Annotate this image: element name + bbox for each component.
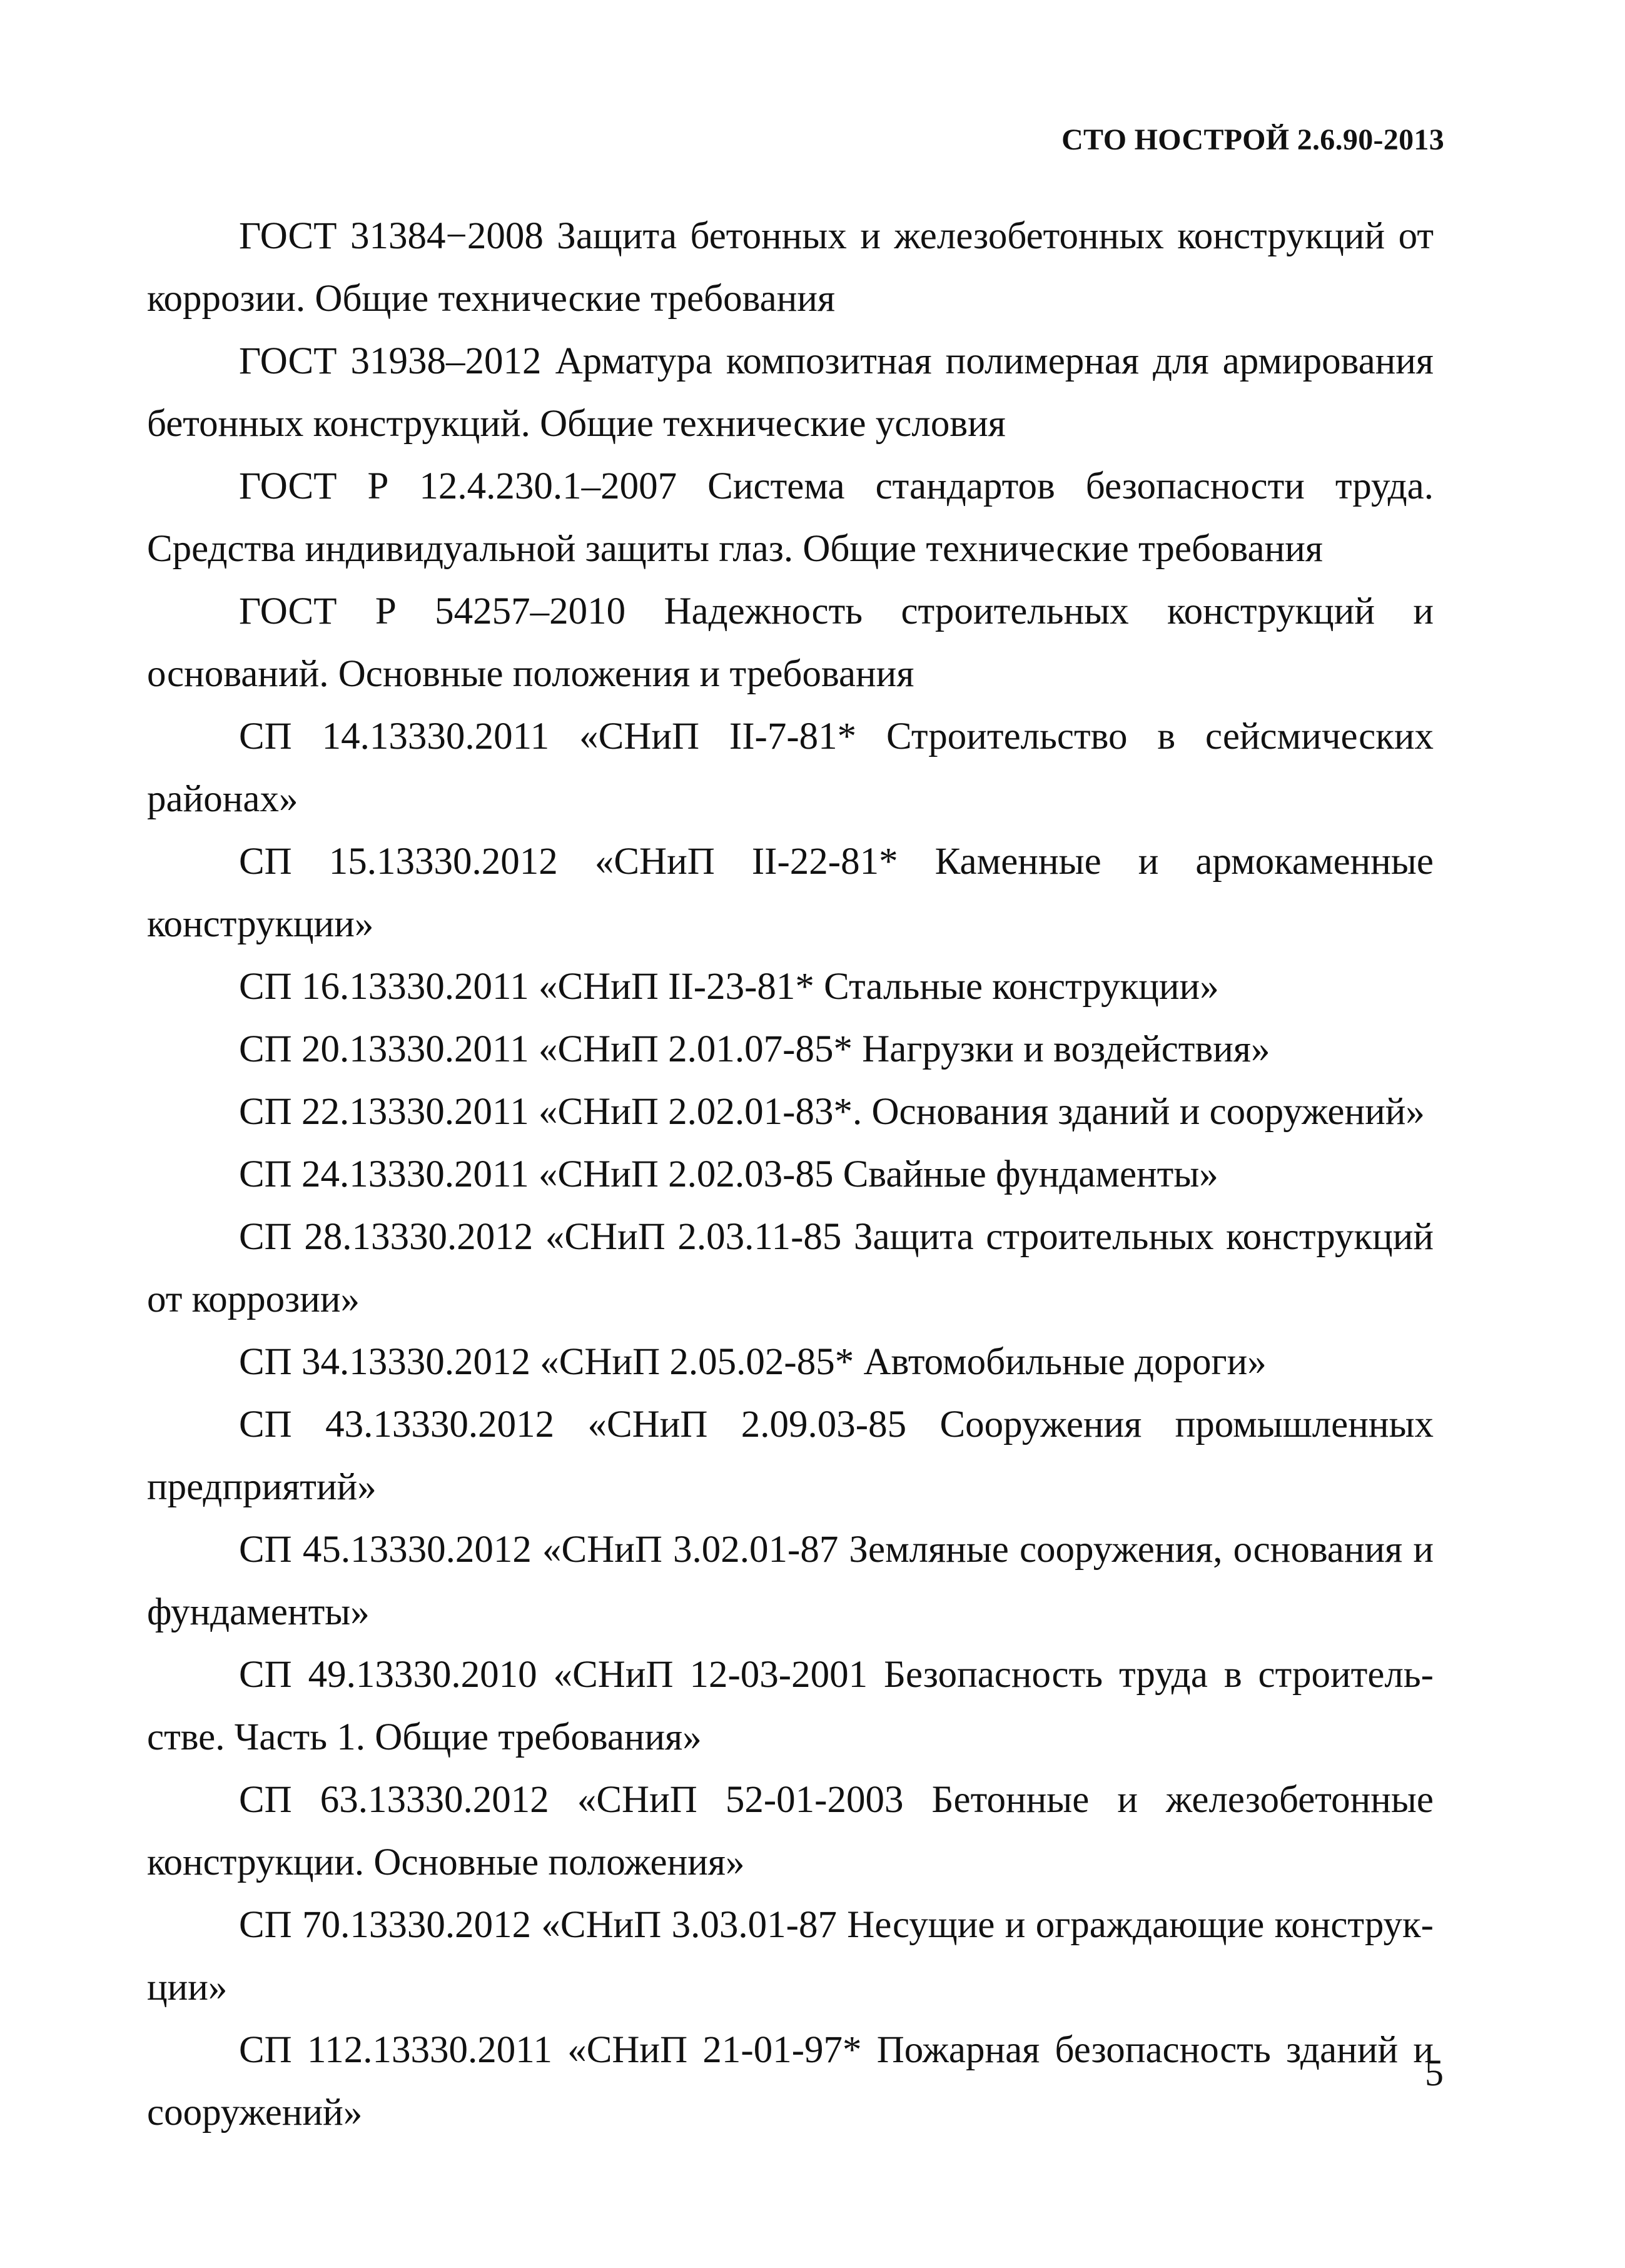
- reference-item: СП 20.13330.2011 «СНиП 2.01.07-85* Нагрузки и воздействия»: [239, 1028, 1270, 1070]
- normative-references-list: [147, 205, 1434, 2144]
- reference-item: СП 24.13330.2011 «СНиП 2.02.03-85 Свайные фундаменты»: [239, 1153, 1218, 1195]
- reference-item: ГОСТ 31938–2012 Арматура композитная полимерная для армирования бетонных конструкций. Общие технические условия: [147, 340, 1434, 445]
- reference-item: СП 45.13330.2012 «СНиП 3.02.01-87 Земляные сооружения, основания и фундаменты»: [147, 1529, 1434, 1633]
- reference-item: СП 16.13330.2011 «СНиП II-23-81* Стальные конструкции»: [239, 966, 1219, 1008]
- reference-item: ГОСТ Р 54257–2010 Надежность строительных конструкций и оснований. Основные положения и требования: [147, 590, 1434, 695]
- document-code-header: СТО НОСТРОЙ 2.6.90-2013: [1061, 123, 1444, 156]
- reference-item: СП 22.13330.2011 «СНиП 2.02.01-83*. Основания зданий и сооружений»: [239, 1091, 1425, 1133]
- reference-item: СП 112.13330.2011 «СНиП 21-01-97* Пожарная безопасность зданий и сооружений»: [147, 2029, 1434, 2134]
- reference-item: ГОСТ 31384−2008 Защита бетонных и железобетонных конструкций от коррозии. Общие технические требования: [147, 215, 1434, 320]
- reference-item: СП 34.13330.2012 «СНиП 2.05.02-85* Автомобильные дороги»: [239, 1341, 1267, 1383]
- reference-item: СП 14.13330.2011 «СНиП II-7-81* Строительство в сейсмических районах»: [147, 716, 1434, 820]
- reference-item: СП 63.13330.2012 «СНиП 52-01-2003 Бетонные и железобетонные конструкции. Основные положения»: [147, 1779, 1434, 1883]
- page-number: 5: [1425, 2052, 1444, 2093]
- reference-item: СП 28.13330.2012 «СНиП 2.03.11-85 Защита строительных конструкций от коррозии»: [147, 1216, 1434, 1320]
- reference-item: ГОСТ Р 12.4.230.1–2007 Система стандартов безопасности труда. Средства индивидуальной защиты глаз. Общие технические требования: [147, 465, 1434, 570]
- reference-item: СП 43.13330.2012 «СНиП 2.09.03-85 Сооружения промышленных предприятий»: [147, 1404, 1434, 1508]
- reference-item: СП 49.13330.2010 «СНиП 12-03-2001 Безопасность труда в строительстве. Часть 1. Общие требования»: [147, 1654, 1434, 1758]
- reference-item: СП 70.13330.2012 «СНиП 3.03.01-87 Несущие и ограждающие конструкции»: [147, 1904, 1434, 2008]
- reference-item: СП 15.13330.2012 «СНиП II-22-81* Каменные и армокаменные конструкции»: [147, 841, 1434, 945]
